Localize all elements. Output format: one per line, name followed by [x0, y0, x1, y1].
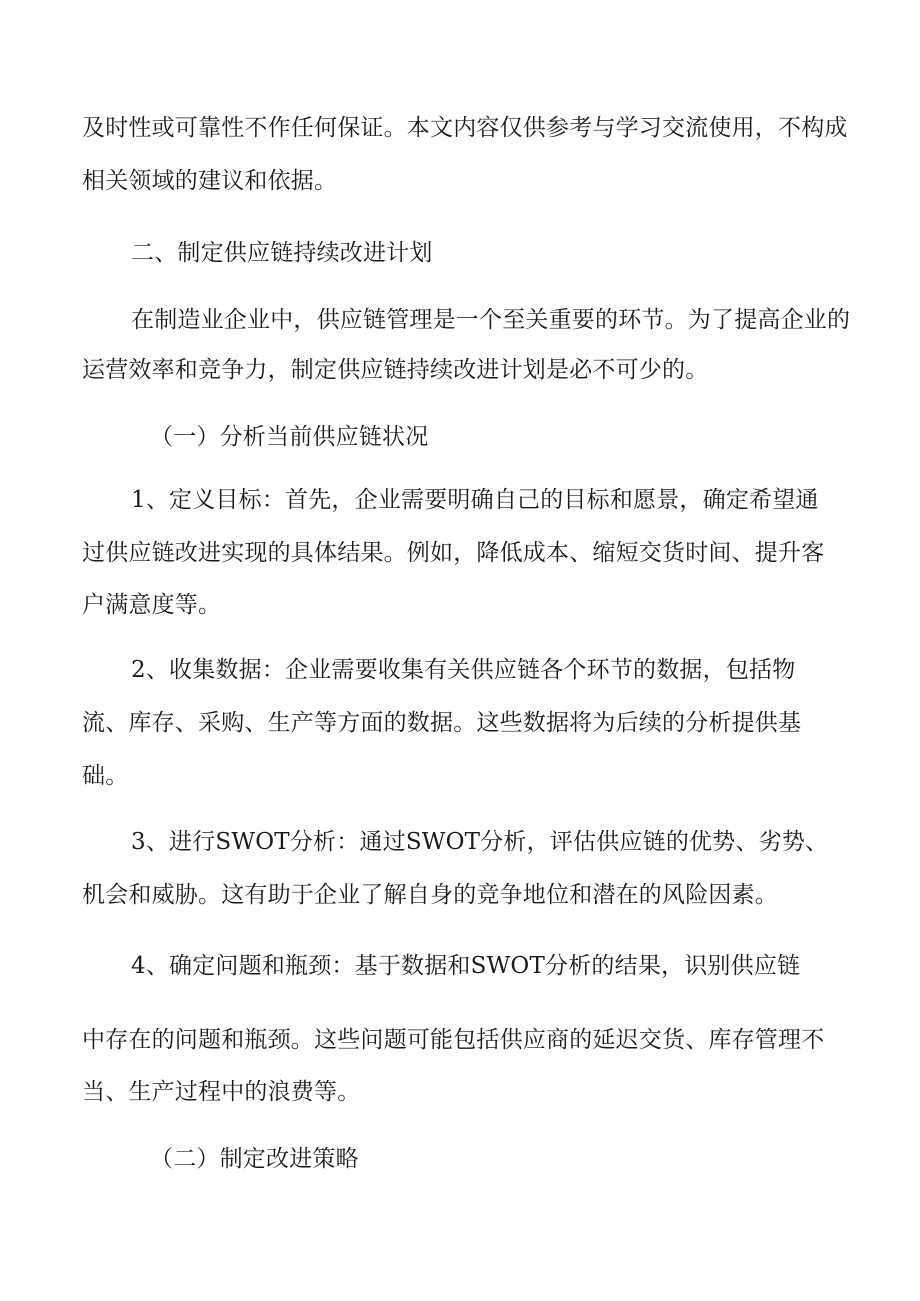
intro-paragraph-line-2: 运营效率和竞争力，制定供应链持续改进计划是必不可少的。	[82, 357, 709, 383]
item-4-line-2: 中存在的问题和瓶颈。这些问题可能包括供应商的延迟交货、库存管理不	[82, 1027, 825, 1053]
item-1-line-2: 过供应链改进实现的具体结果。例如，降低成本、缩短交货时间、提升客	[82, 540, 825, 566]
item-3-line-2: 机会和威胁。这有助于企业了解自身的竞争地位和潜在的风险因素。	[82, 882, 778, 908]
item-2-line-1: 2、收集数据：企业需要收集有关供应链各个环节的数据，包括物	[131, 657, 796, 683]
intro-paragraph-line-1: 在制造业企业中，供应链管理是一个至关重要的环节。为了提高企业的	[131, 307, 851, 333]
section-heading: 二、制定供应链持续改进计划	[131, 240, 433, 266]
item-2-line-3: 础。	[82, 763, 129, 789]
disclaimer-line-2: 相关领域的建议和依据。	[82, 168, 338, 194]
disclaimer-line-1: 及时性或可靠性不作任何保证。本文内容仅供参考与学习交流使用，不构成	[82, 115, 848, 141]
subsection-1-heading: （一）分析当前供应链状况	[150, 424, 429, 450]
item-4-line-1: 4、确定问题和瓶颈：基于数据和SWOT分析的结果，识别供应链	[131, 953, 801, 979]
item-4-line-3: 当、生产过程中的浪费等。	[82, 1079, 361, 1105]
item-2-line-2: 流、库存、采购、生产等方面的数据。这些数据将为后续的分析提供基	[82, 710, 802, 736]
subsection-2-heading: （二）制定改进策略	[150, 1146, 359, 1172]
item-1-line-3: 户满意度等。	[82, 592, 222, 618]
item-1-line-1: 1、定义目标：首先，企业需要明确自己的目标和愿景，确定希望通	[131, 487, 819, 513]
item-3-line-1: 3、进行SWOT分析：通过SWOT分析，评估供应链的优势、劣势、	[131, 829, 829, 855]
